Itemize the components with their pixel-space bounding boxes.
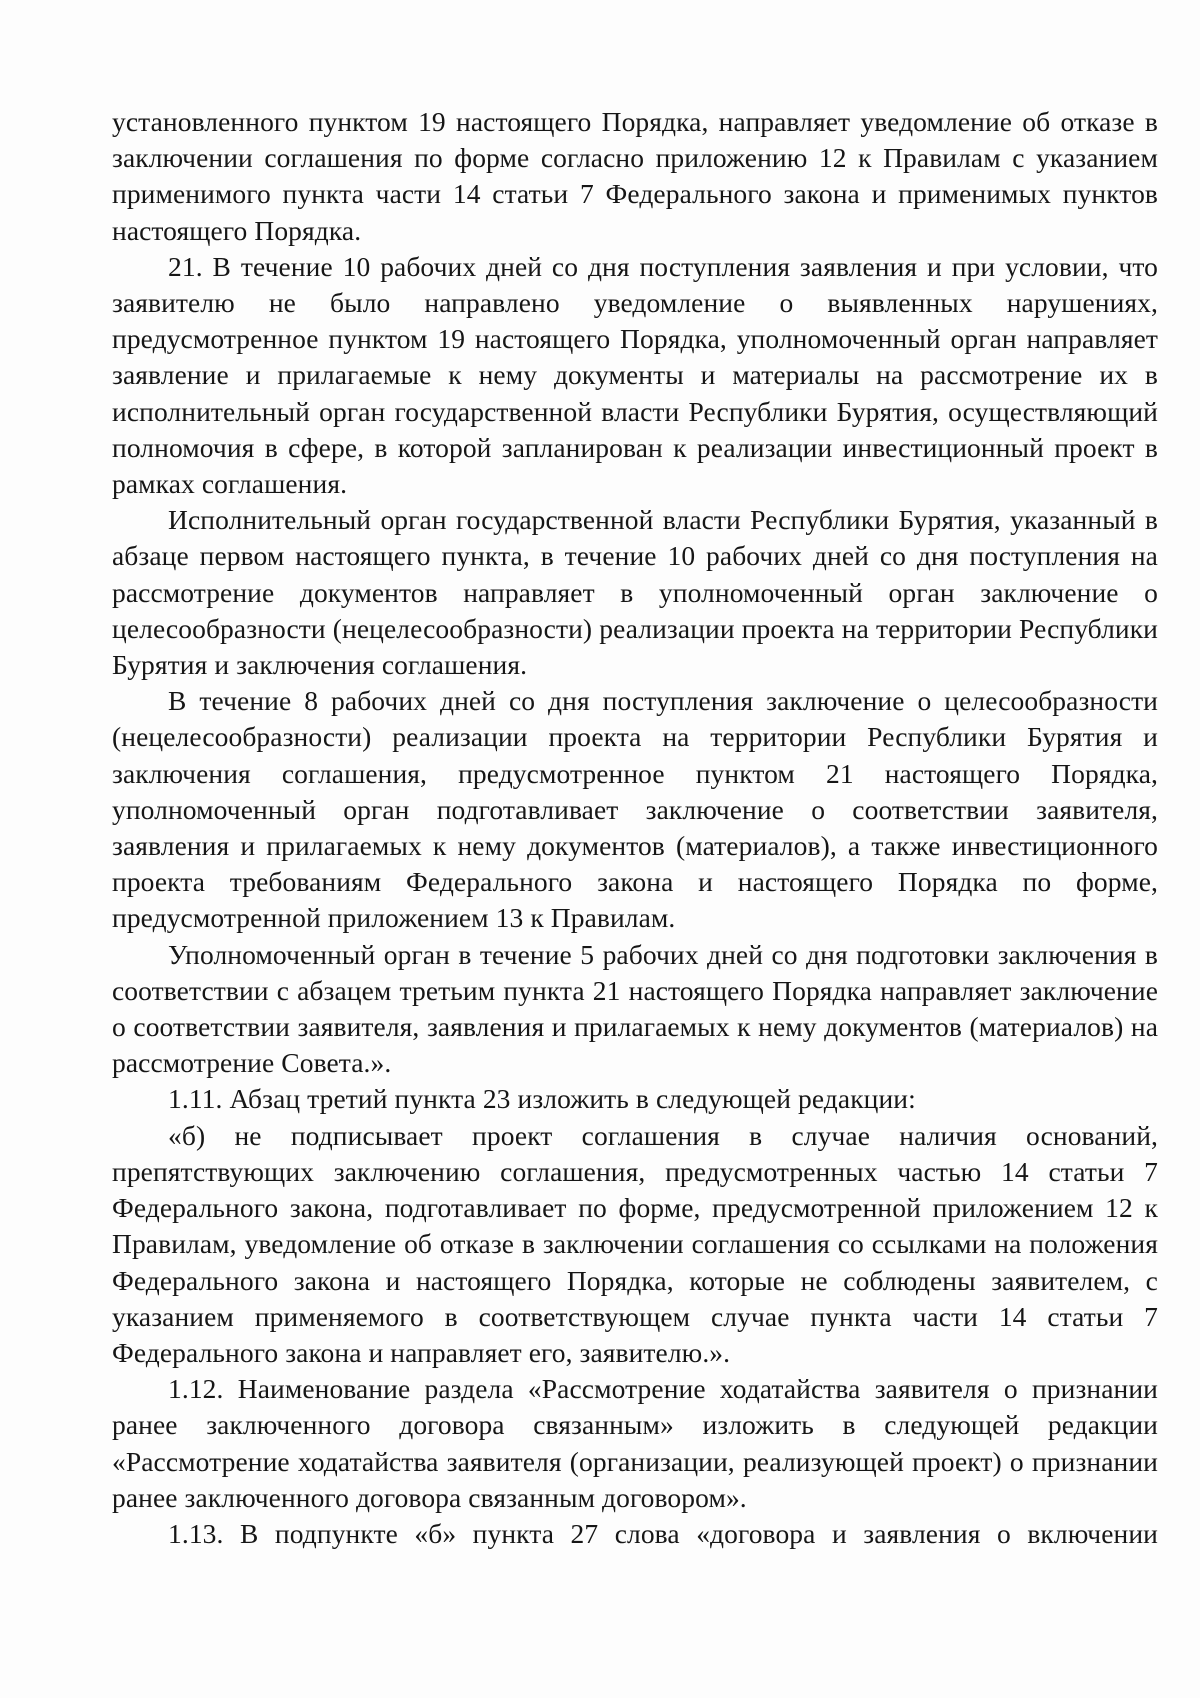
paragraph-authorized-body: Уполномоченный орган в течение 5 рабочих дней со дня подготовки заключения в соответствии с абзацем третьим пункта 21 настоящего Порядка направляет заключение о соответствии заявителя, заявления и прилагаемых к нему документов (материалов) на рассмотрение Совета.». <box>112 938 1158 1079</box>
paragraph-item-21: 21. В течение 10 рабочих дней со дня поступления заявления и при условии, что заявителю не было направлено уведомление о выявленных нарушениях, предусмотренное пунктом 19 настоящего Порядка, уполномоченный орган направляет заявление и прилагаемые к нему документы и материалы на рассмотрение их в исполнительный орган государственной власти Республики Бурятия, осуществляющий полномочия в сфере, в которой запланирован к реализации инвестиционный проект в рамках соглашения. <box>112 250 1158 500</box>
paragraph-item-1-12: 1.12. Наименование раздела «Рассмотрение ходатайства заявителя о признании ранее заключенного договора связанным» изложить в следующей редакции «Рассмотрение ходатайства заявителя (организации, реализующей проект) о признании ранее заключенного договора связанным договором». <box>112 1373 1158 1513</box>
document-body <box>112 104 1158 1552</box>
paragraph-item-1-13: 1.13. В подпункте «б» пункта 27 слова «договора и заявления о включении <box>168 1517 1158 1549</box>
paragraph-subitem-b: «б) не подписывает проект соглашения в случае наличия оснований, препятствующих заключению соглашения, предусмотренных частью 14 статьи 7 Федерального закона, подготавливает по форме, предусмотренной приложением 12 к Правилам, уведомление об отказе в заключении соглашения со ссылками на положения Федерального закона и настоящего Порядка, которые не соблюдены заявителем, с указанием применяемого в соответствующем случае пункта части 14 статьи 7 Федерального закона и направляет его, заявителю.». <box>112 1119 1158 1368</box>
paragraph-continuation: установленного пунктом 19 настоящего Порядка, направляет уведомление об отказе в заключении соглашения по форме согласно приложению 12 к Правилам с указанием применимого пункта части 14 статьи 7 Федерального закона и применимых пунктов настоящего Порядка. <box>112 106 1158 246</box>
paragraph-executive-body: Исполнительный орган государственной власти Республики Бурятия, указанный в абзаце первом настоящего пункта, в течение 10 рабочих дней со дня поступления на рассмотрение документов направляет в уполномоченный орган заключение о целесообразности (нецелесообразности) реализации проекта на территории Республики Бурятия и заключения соглашения. <box>112 504 1158 681</box>
paragraph-item-1-11: 1.11. Абзац третий пункта 23 изложить в следующей редакции: <box>168 1083 916 1115</box>
paragraph-eight-days: В течение 8 рабочих дней со дня поступления заключение о целесообразности (нецелесообразности) реализации проекта на территории Республики Бурятия и заключения соглашения, предусмотренное пунктом 21 настоящего Порядка, уполномоченный орган подготавливает заключение о соответствии заявителя, заявления и прилагаемых к нему документов (материалов), а также инвестиционного проекта требованиям Федерального закона и настоящего Порядка по форме, предусмотренной приложением 13 к Правилам. <box>112 685 1158 934</box>
